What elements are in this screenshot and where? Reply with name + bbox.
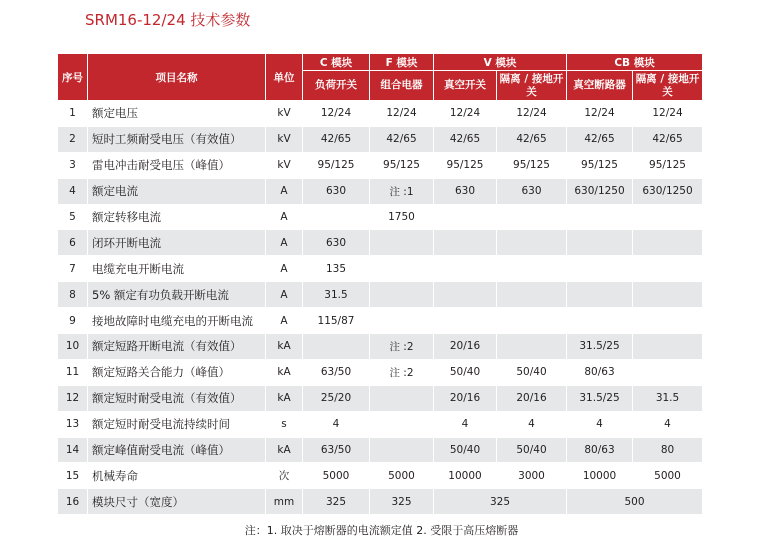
spec-table xyxy=(57,53,703,515)
cell-cb-isolator xyxy=(633,334,703,360)
header-group-c: C 模块 xyxy=(303,54,370,71)
cell-v-isolator xyxy=(497,256,567,282)
cell-cb-breaker: 80/63 xyxy=(567,359,633,385)
cell-c: 25/20 xyxy=(303,385,370,411)
cell-unit: kA xyxy=(266,437,303,463)
cell-seq: 3 xyxy=(58,152,88,178)
header-sub: 隔离 / 接地开关 xyxy=(633,71,703,101)
cell-v-isolator xyxy=(497,204,567,230)
cell-unit: mm xyxy=(266,489,303,515)
cell-f: 注 :2 xyxy=(370,359,434,385)
cell-name: 接地故障时电缆充电的开断电流 xyxy=(88,308,266,334)
cell-c: 5000 xyxy=(303,463,370,489)
cell-cb-isolator: 12/24 xyxy=(633,101,703,127)
table-row xyxy=(58,489,703,515)
cell-unit: A xyxy=(266,308,303,334)
cell-cb-isolator: 42/65 xyxy=(633,126,703,152)
cell-f xyxy=(370,256,434,282)
cell-cb-isolator xyxy=(633,282,703,308)
cell-name: 额定短时耐受电流持续时间 xyxy=(88,411,266,437)
cell-cb-breaker: 4 xyxy=(567,411,633,437)
cell-c xyxy=(303,334,370,360)
cell-v-isolator: 12/24 xyxy=(497,101,567,127)
cell-v-vacuum: 10000 xyxy=(434,463,497,489)
cell-v-vacuum xyxy=(434,230,497,256)
header-group-cb: CB 模块 xyxy=(567,54,703,71)
cell-f xyxy=(370,230,434,256)
cell-name: 额定短时耐受电流（有效值） xyxy=(88,385,266,411)
cell-f: 12/24 xyxy=(370,101,434,127)
cell-f xyxy=(370,385,434,411)
cell-name: 5% 额定有功负载开断电流 xyxy=(88,282,266,308)
cell-f: 1750 xyxy=(370,204,434,230)
cell-cb-isolator xyxy=(633,256,703,282)
cell-f xyxy=(370,282,434,308)
cell-unit: A xyxy=(266,178,303,204)
cell-f xyxy=(370,308,434,334)
cell-unit: A xyxy=(266,204,303,230)
cell-c: 63/50 xyxy=(303,359,370,385)
header-unit: 单位 xyxy=(266,54,303,101)
header-sub: 负荷开关 xyxy=(303,71,370,101)
table-row xyxy=(58,178,703,204)
cell-name: 额定电流 xyxy=(88,178,266,204)
cell-f: 325 xyxy=(370,489,434,515)
cell-cb-isolator xyxy=(633,204,703,230)
cell-cb-breaker xyxy=(567,282,633,308)
cell-v-vacuum: 42/65 xyxy=(434,126,497,152)
cell-unit: kV xyxy=(266,126,303,152)
cell-f: 5000 xyxy=(370,463,434,489)
table-row xyxy=(58,152,703,178)
table-row xyxy=(58,204,703,230)
cell-cb-breaker xyxy=(567,256,633,282)
cell-cb-breaker: 12/24 xyxy=(567,101,633,127)
cell-cb-isolator xyxy=(633,359,703,385)
cell-v-vacuum: 630 xyxy=(434,178,497,204)
table-body xyxy=(58,101,703,515)
cell-cb-isolator: 5000 xyxy=(633,463,703,489)
cell-unit: kA xyxy=(266,334,303,360)
cell-seq: 15 xyxy=(58,463,88,489)
table-row xyxy=(58,411,703,437)
cell-cb-breaker: 95/125 xyxy=(567,152,633,178)
cell-unit: A xyxy=(266,256,303,282)
cell-v-isolator: 42/65 xyxy=(497,126,567,152)
cell-c: 4 xyxy=(303,411,370,437)
cell-seq: 1 xyxy=(58,101,88,127)
table-row xyxy=(58,126,703,152)
table-row xyxy=(58,385,703,411)
cell-v-vacuum xyxy=(434,256,497,282)
cell-name: 模块尺寸（宽度） xyxy=(88,489,266,515)
table-row xyxy=(58,282,703,308)
cell-seq: 6 xyxy=(58,230,88,256)
table-row xyxy=(58,101,703,127)
cell-c: 12/24 xyxy=(303,101,370,127)
cell-seq: 14 xyxy=(58,437,88,463)
cell-v-isolator xyxy=(497,282,567,308)
cell-cb-isolator: 80 xyxy=(633,437,703,463)
header-item: 项目名称 xyxy=(88,54,266,101)
cell-name: 额定电压 xyxy=(88,101,266,127)
cell-name: 额定峰值耐受电流（峰值） xyxy=(88,437,266,463)
header-sub: 组合电器 xyxy=(370,71,434,101)
cell-unit: kA xyxy=(266,359,303,385)
cell-seq: 2 xyxy=(58,126,88,152)
cell-v-isolator xyxy=(497,334,567,360)
header-row-groups xyxy=(58,54,703,71)
cell-unit: kV xyxy=(266,101,303,127)
cell-v-isolator xyxy=(497,308,567,334)
cell-v-isolator: 630 xyxy=(497,178,567,204)
cell-v-vacuum: 12/24 xyxy=(434,101,497,127)
cell-v-vacuum xyxy=(434,308,497,334)
cell-c: 63/50 xyxy=(303,437,370,463)
cell-cb-isolator xyxy=(633,308,703,334)
cell-name: 闭环开断电流 xyxy=(88,230,266,256)
cell-f xyxy=(370,411,434,437)
cell-cb-breaker: 42/65 xyxy=(567,126,633,152)
table-row xyxy=(58,359,703,385)
cell-unit: kV xyxy=(266,152,303,178)
cell-c: 42/65 xyxy=(303,126,370,152)
cell-cb-isolator xyxy=(633,230,703,256)
cell-seq: 13 xyxy=(58,411,88,437)
table-row xyxy=(58,308,703,334)
cell-cb-isolator: 630/1250 xyxy=(633,178,703,204)
cell-c xyxy=(303,204,370,230)
table-row xyxy=(58,230,703,256)
cell-seq: 4 xyxy=(58,178,88,204)
cell-v-vacuum xyxy=(434,204,497,230)
header-sub: 真空断路器 xyxy=(567,71,633,101)
cell-seq: 9 xyxy=(58,308,88,334)
cell-v-vacuum: 20/16 xyxy=(434,385,497,411)
table-row xyxy=(58,334,703,360)
table-row xyxy=(58,463,703,489)
cell-v-vacuum: 95/125 xyxy=(434,152,497,178)
cell-seq: 5 xyxy=(58,204,88,230)
cell-name: 额定短路关合能力（峰值） xyxy=(88,359,266,385)
cell-name: 电缆充电开断电流 xyxy=(88,256,266,282)
cell-unit: 次 xyxy=(266,463,303,489)
cell-cb-breaker: 10000 xyxy=(567,463,633,489)
cell-seq: 7 xyxy=(58,256,88,282)
cell-unit: kA xyxy=(266,385,303,411)
cell-v-isolator xyxy=(497,230,567,256)
cell-v-vacuum: 50/40 xyxy=(434,437,497,463)
cell-v-isolator: 3000 xyxy=(497,463,567,489)
cell-cb-breaker xyxy=(567,308,633,334)
cell-c: 95/125 xyxy=(303,152,370,178)
cell-name: 机械寿命 xyxy=(88,463,266,489)
header-sub: 隔离 / 接地开关 xyxy=(497,71,567,101)
cell-unit: s xyxy=(266,411,303,437)
cell-f: 注 :2 xyxy=(370,334,434,360)
cell-seq: 8 xyxy=(58,282,88,308)
cell-cb: 500 xyxy=(567,489,703,515)
cell-f: 注 :1 xyxy=(370,178,434,204)
header-group-f: F 模块 xyxy=(370,54,434,71)
footnote: 注：1. 取决于熔断器的电流额定值 2. 受限于高压熔断器 xyxy=(244,524,519,537)
cell-f: 42/65 xyxy=(370,126,434,152)
cell-v-vacuum: 50/40 xyxy=(434,359,497,385)
cell-name: 额定转移电流 xyxy=(88,204,266,230)
page-title: SRM16-12/24 技术参数 xyxy=(85,11,251,29)
cell-v-isolator: 4 xyxy=(497,411,567,437)
cell-seq: 16 xyxy=(58,489,88,515)
cell-cb-breaker: 630/1250 xyxy=(567,178,633,204)
cell-v-isolator: 95/125 xyxy=(497,152,567,178)
cell-v-isolator: 50/40 xyxy=(497,437,567,463)
cell-cb-isolator: 95/125 xyxy=(633,152,703,178)
cell-c: 325 xyxy=(303,489,370,515)
cell-v-vacuum xyxy=(434,282,497,308)
cell-c: 135 xyxy=(303,256,370,282)
cell-seq: 11 xyxy=(58,359,88,385)
cell-seq: 12 xyxy=(58,385,88,411)
cell-unit: A xyxy=(266,282,303,308)
cell-v-vacuum: 20/16 xyxy=(434,334,497,360)
cell-name: 雷电冲击耐受电压（峰值） xyxy=(88,152,266,178)
cell-f xyxy=(370,437,434,463)
cell-seq: 10 xyxy=(58,334,88,360)
cell-v-isolator: 50/40 xyxy=(497,359,567,385)
cell-cb-isolator: 4 xyxy=(633,411,703,437)
cell-f: 95/125 xyxy=(370,152,434,178)
cell-v-vacuum: 4 xyxy=(434,411,497,437)
cell-cb-isolator: 31.5 xyxy=(633,385,703,411)
header-seq: 序号 xyxy=(58,54,88,101)
header-sub: 真空开关 xyxy=(434,71,497,101)
header-group-v: V 模块 xyxy=(434,54,567,71)
cell-name: 短时工频耐受电压（有效值） xyxy=(88,126,266,152)
cell-c: 31.5 xyxy=(303,282,370,308)
table-row xyxy=(58,437,703,463)
cell-name: 额定短路开断电流（有效值） xyxy=(88,334,266,360)
cell-c: 630 xyxy=(303,230,370,256)
cell-v: 325 xyxy=(434,489,567,515)
cell-cb-breaker: 80/63 xyxy=(567,437,633,463)
cell-cb-breaker: 31.5/25 xyxy=(567,334,633,360)
cell-c: 115/87 xyxy=(303,308,370,334)
cell-c: 630 xyxy=(303,178,370,204)
cell-cb-breaker xyxy=(567,230,633,256)
table-row xyxy=(58,256,703,282)
cell-unit: A xyxy=(266,230,303,256)
cell-v-isolator: 20/16 xyxy=(497,385,567,411)
cell-cb-breaker: 31.5/25 xyxy=(567,385,633,411)
cell-cb-breaker xyxy=(567,204,633,230)
